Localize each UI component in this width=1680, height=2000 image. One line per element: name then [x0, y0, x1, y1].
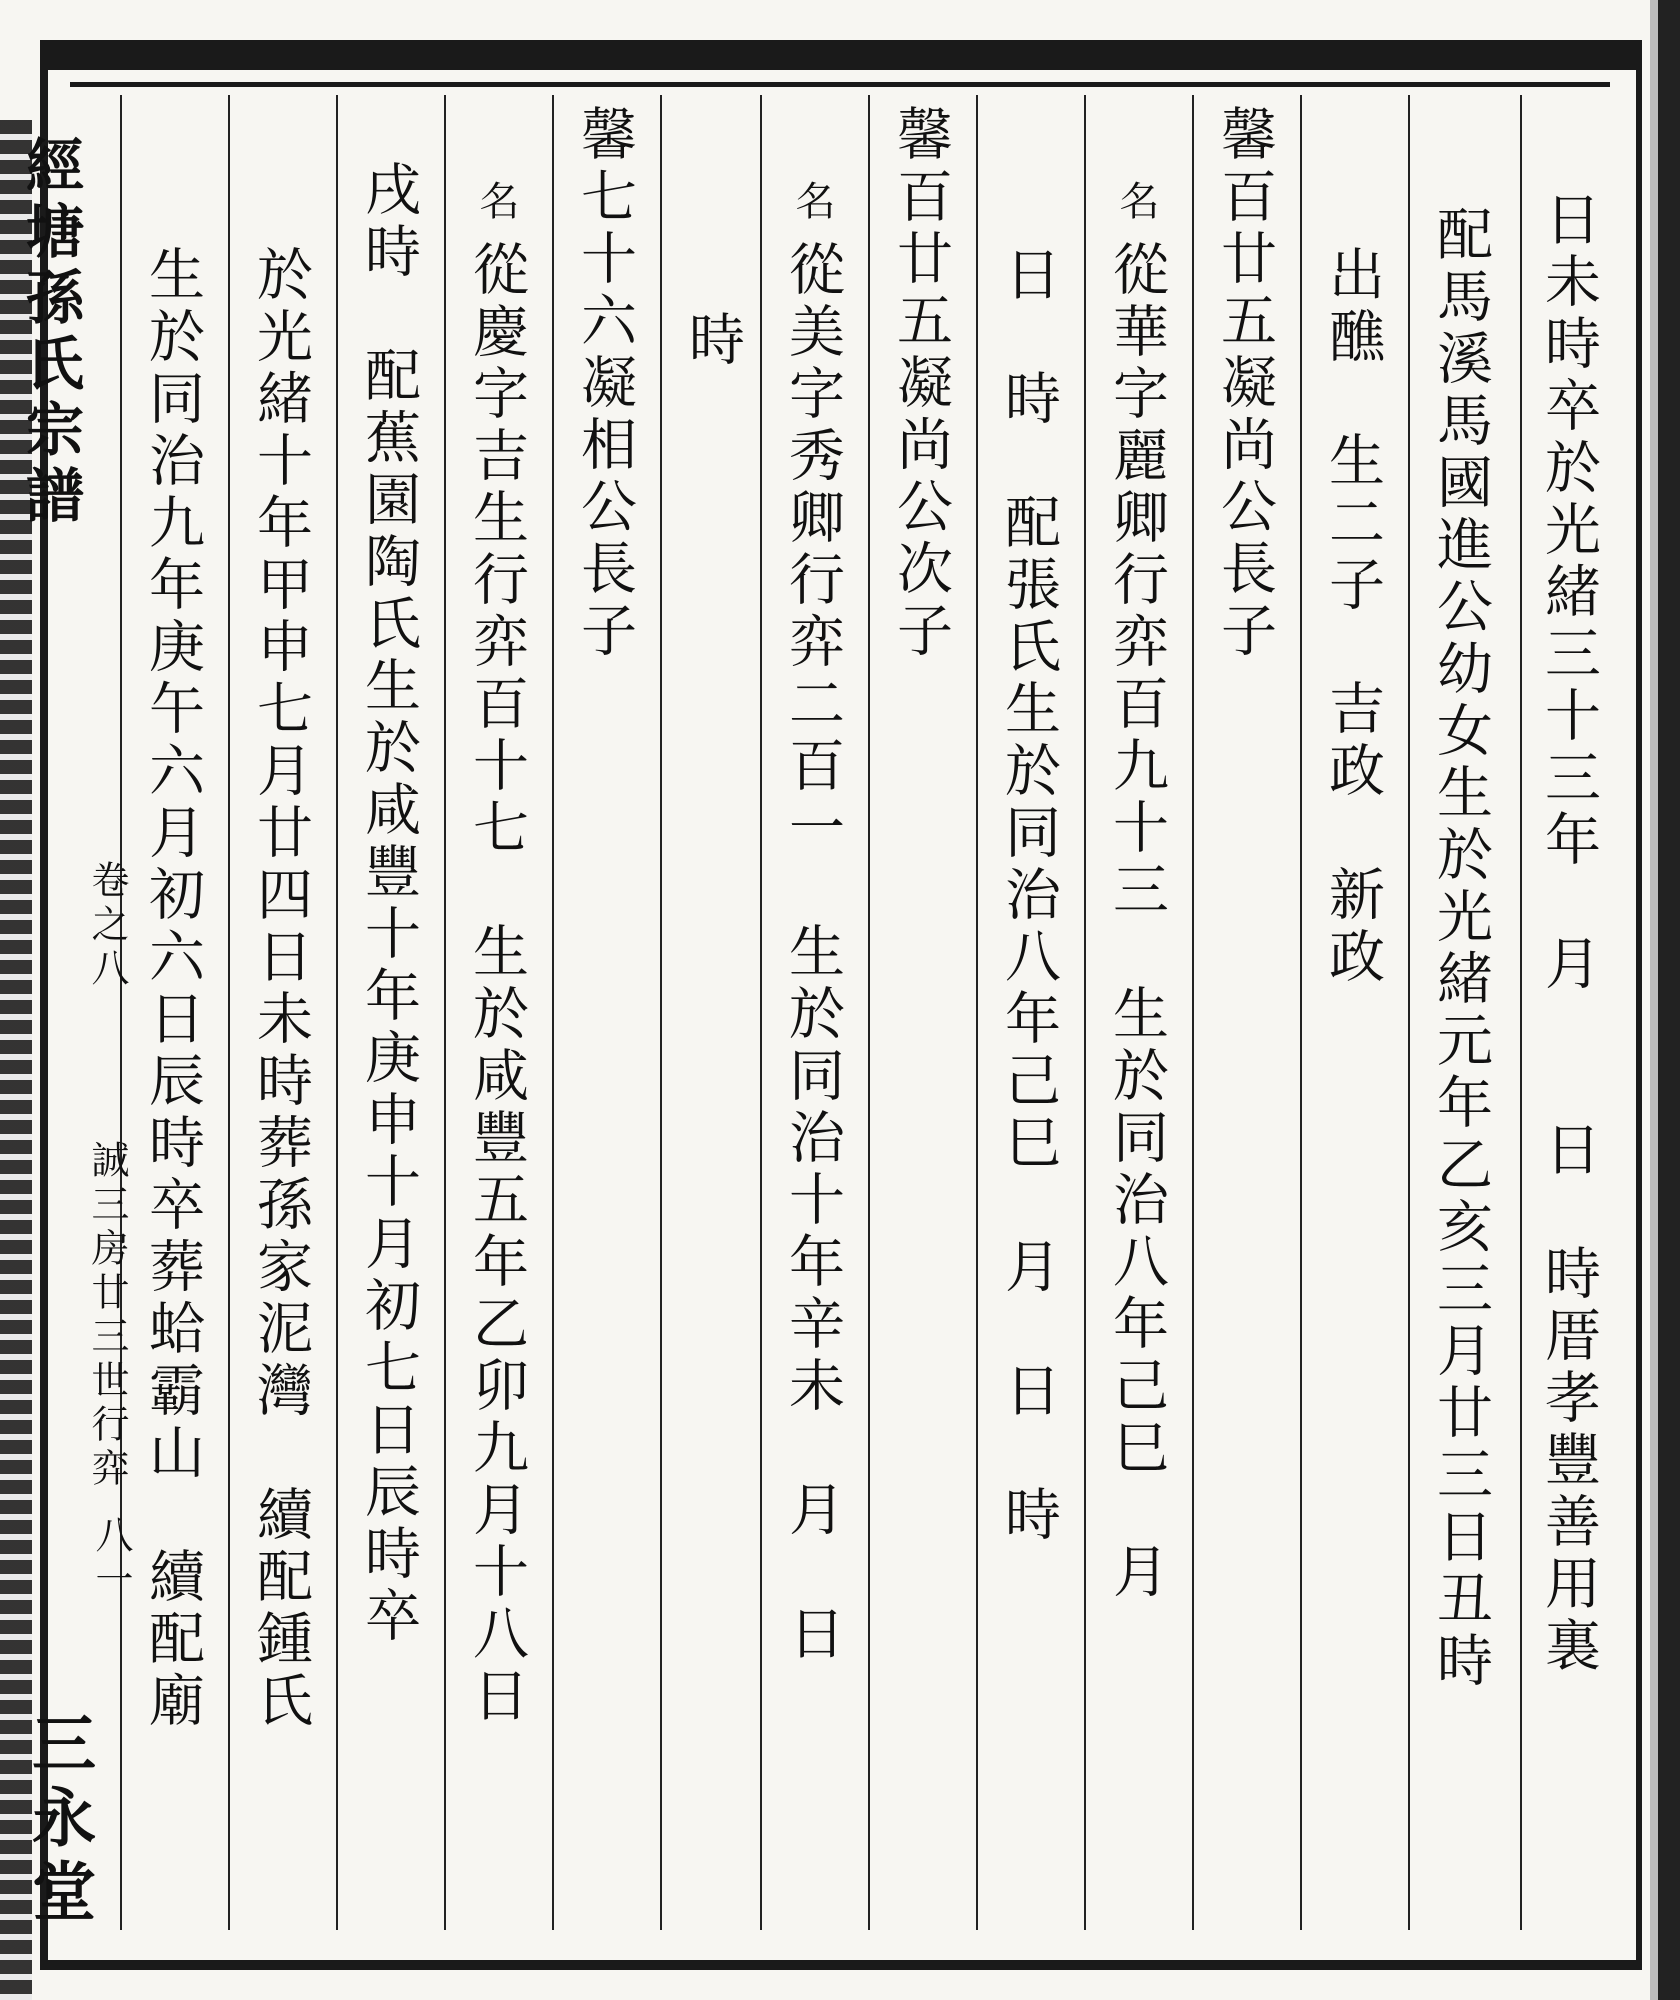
column-text: 日 時 配張氏生於同治八年己巳 月 日 時: [996, 245, 1061, 1547]
column-text: 從慶字吉生行弈百十七 生於咸豐五年乙卯九月十八日: [464, 240, 529, 1728]
column-text: 出醮 生二子 吉政 新政: [1320, 245, 1385, 989]
text-column-14: [124, 95, 220, 1930]
page-number: 八一: [89, 1515, 133, 1603]
column-divider: [660, 95, 662, 1930]
text-column-2: [1412, 95, 1508, 1930]
hall-name: 三永堂: [21, 1710, 96, 1932]
text-column-13: [232, 95, 328, 1930]
text-column-12: [340, 95, 436, 1930]
name-label: 名: [789, 180, 835, 226]
top-border-thin: [70, 82, 1610, 87]
book-title: 經塘孫氏宗譜: [16, 135, 84, 531]
column-divider: [1408, 95, 1410, 1930]
name-label: 名: [473, 180, 519, 226]
column-text: 從華字麗卿行弈百九十三 生於同治八年己巳 月: [1104, 240, 1169, 1604]
text-column-1: [1520, 95, 1616, 1930]
column-divider: [760, 95, 762, 1930]
spine-gutter: [0, 60, 133, 1940]
volume-section: [80, 860, 135, 992]
text-column-6: [980, 95, 1076, 1930]
bottom-border: [40, 1960, 1640, 1970]
column-divider: [336, 95, 338, 1930]
name-label: 名: [1113, 180, 1159, 226]
right-border: [1636, 40, 1642, 1970]
volume-label: 卷之八: [85, 860, 129, 992]
generation-heading: 馨百廿五凝尚公次子: [888, 105, 953, 663]
column-divider: [1084, 95, 1086, 1930]
column-divider: [976, 95, 978, 1930]
column-divider: [868, 95, 870, 1930]
top-border: [40, 40, 1640, 70]
column-divider: [1300, 95, 1302, 1930]
column-text: 時: [680, 310, 745, 372]
column-text: 戌時 配蕉園陶氏生於咸豐十年庚申十月初七日辰時卒: [356, 160, 421, 1648]
text-column-4: [1196, 95, 1292, 1930]
text-column-10: [556, 95, 652, 1930]
text-column-11: [448, 95, 544, 1930]
text-column-8: [764, 95, 860, 1930]
text-column-7: [872, 95, 968, 1930]
column-divider: [444, 95, 446, 1930]
column-text: 從美字秀卿行弈二百一 生於同治十年辛未 月 日: [780, 240, 845, 1666]
text-column-9: [664, 95, 760, 1930]
text-column-3: [1304, 95, 1400, 1930]
section-label: 誠三房廿三世行弈: [85, 1140, 129, 1492]
text-column-5: [1088, 95, 1184, 1930]
column-divider: [1192, 95, 1194, 1930]
column-text: 日未時卒於光緒三十三年 月 日 時厝孝豐善用裏: [1536, 190, 1601, 1678]
column-text: 於光緒十年甲申七月廿四日未時葬孫家泥灣 續配鍾氏: [248, 245, 313, 1733]
column-text: 生於同治九年庚午六月初六日辰時卒葬蛤霸山 續配廟: [140, 245, 205, 1733]
book-edge-inner: [1650, 0, 1658, 2000]
generation-heading: 馨百廿五凝尚公長子: [1212, 105, 1277, 663]
generation-heading: 馨七十六凝相公長子: [572, 105, 637, 663]
column-divider: [228, 95, 230, 1930]
book-edge: [1658, 0, 1680, 2000]
column-text: 配馬溪馬國進公幼女生於光緒元年乙亥三月廿三日丑時: [1428, 205, 1493, 1693]
column-divider: [552, 95, 554, 1930]
column-divider: [120, 95, 122, 1930]
